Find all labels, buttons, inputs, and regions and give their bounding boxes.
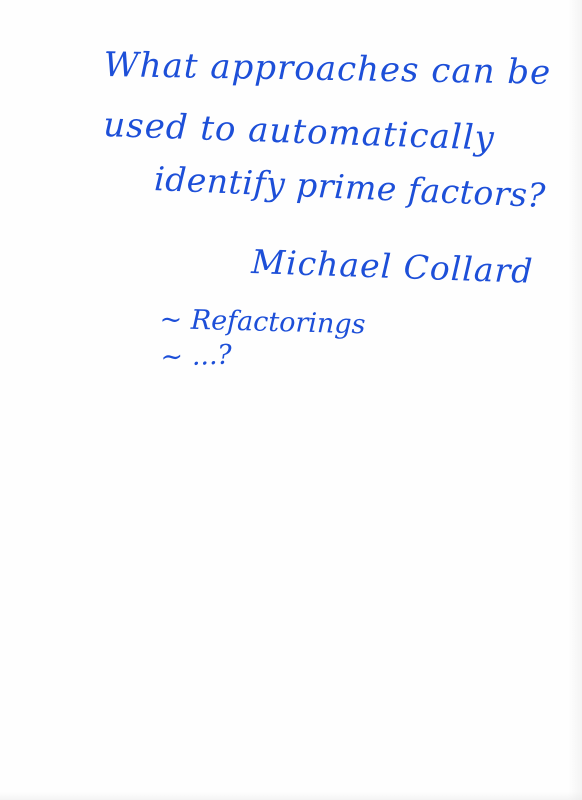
scan-edge-shadow xyxy=(568,0,582,800)
question-line-3: identify prime factors? xyxy=(153,159,547,216)
blank-paper-area xyxy=(60,410,540,770)
scan-bottom-shadow xyxy=(0,792,582,800)
bullet-ellipsis-question: ~ ...? xyxy=(159,339,233,373)
bullet-refactorings: ~ Refactorings xyxy=(159,304,366,341)
author-name: Michael Collard xyxy=(250,242,535,291)
question-line-1: What approaches can be xyxy=(103,45,552,93)
question-line-2: used to automatically xyxy=(102,105,496,159)
